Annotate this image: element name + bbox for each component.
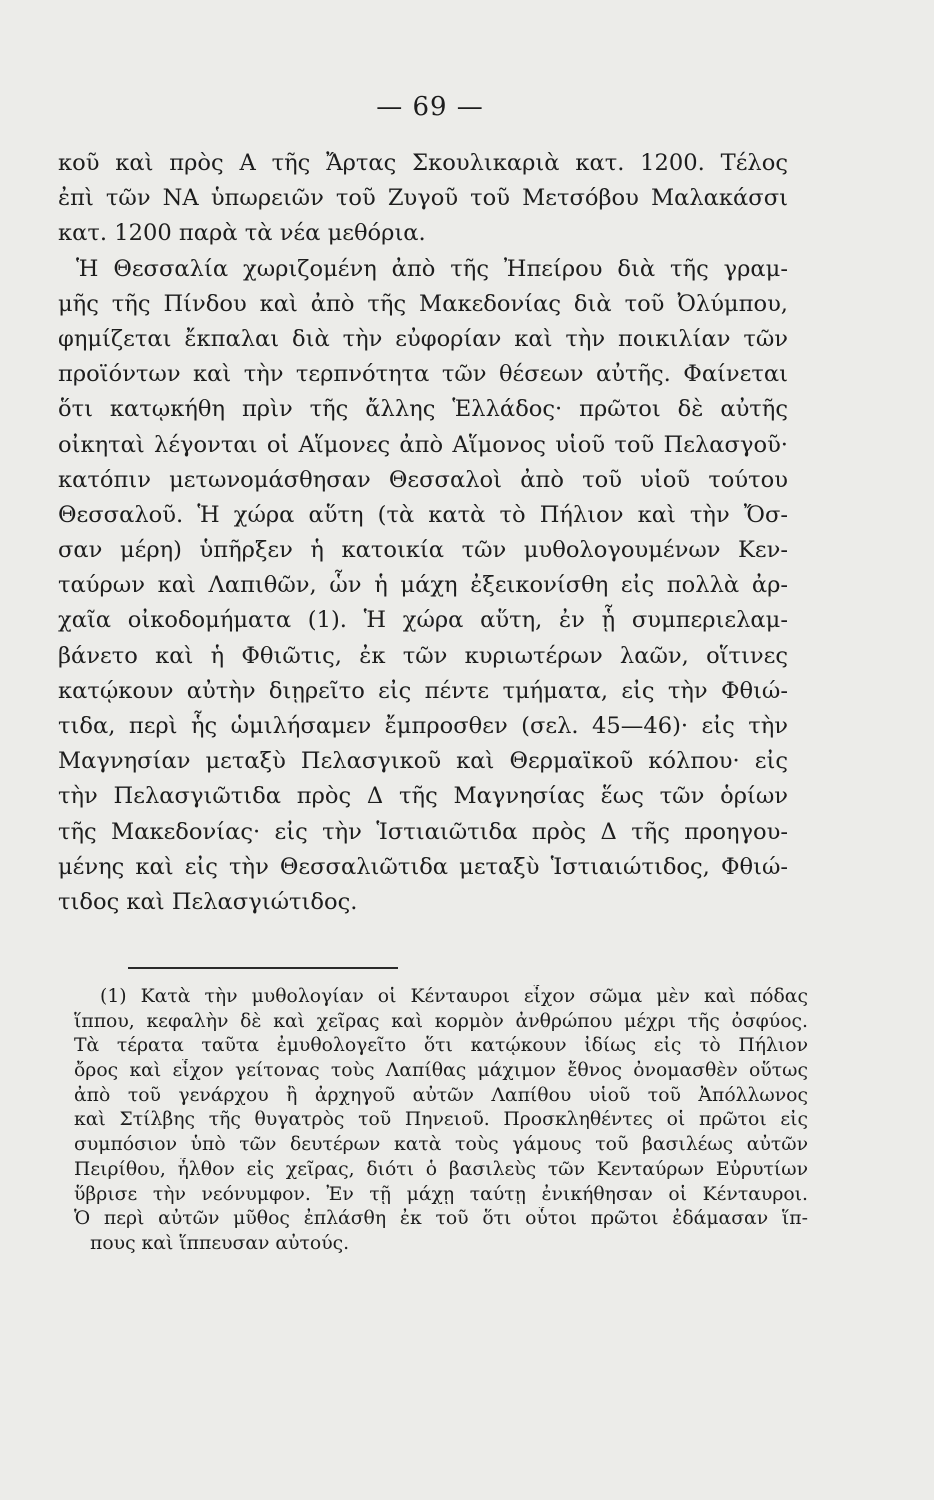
text-line: μένης καὶ εἰς τὴν Θεσσαλιῶτιδα μεταξὺ Ἱστιαιώτιδος, Φθιώ- bbox=[58, 853, 788, 880]
footnote-line: (1) Κατὰ τὴν μυθολογίαν οἱ Κένταυροι εἶχον σῶμα μὲν καὶ πόδας bbox=[100, 986, 808, 1007]
text-line: κατόπιν μετωνομάσθησαν Θεσσαλοὶ ἀπὸ τοῦ υἱοῦ τούτου bbox=[58, 466, 788, 493]
text-line: τιδος καὶ Πελασγιώτιδος. bbox=[58, 888, 358, 915]
footnote-line: ἀπὸ τοῦ γενάρχου ἢ ἀρχηγοῦ αὐτῶν Λαπίθου υἱοῦ τοῦ Ἀπόλλωνος bbox=[74, 1084, 808, 1106]
text-line: Ἡ Θεσσαλία χωριζομένη ἀπὸ τῆς Ἠπείρου διὰ τῆς γραμ- bbox=[76, 255, 788, 282]
text-line: Θεσσαλοῦ. Ἡ χώρα αὕτη (τὰ κατὰ τὸ Πήλιον καὶ τὴν Ὄσ- bbox=[58, 501, 788, 528]
text-line: κατ. 1200 παρὰ τὰ νέα μεθόρια. bbox=[58, 220, 426, 247]
text-line: τῆς Μακεδονίας· εἰς τὴν Ἱστιαιῶτιδα πρὸς Δ τῆς προηγου- bbox=[58, 818, 788, 845]
text-line: ἐπὶ τῶν ΝΑ ὑπωρειῶν τοῦ Ζυγοῦ τοῦ Μετσόβου Μαλακάσσι bbox=[58, 185, 788, 212]
text-line: οἰκηταὶ λέγονται οἱ Αἵμονες ἀπὸ Αἵμονος υἱοῦ τοῦ Πελασγοῦ· bbox=[58, 431, 788, 458]
footnote bbox=[74, 985, 808, 1257]
footnote-line: συμπόσιον ὑπὸ τῶν δευτέρων κατὰ τοὺς γάμους τοῦ βασιλέως αὐτῶν bbox=[74, 1134, 808, 1156]
text-line: ὅτι κατῳκήθη πρὶν τῆς ἄλλης Ἑλλάδος· πρῶτοι δὲ αὐτῆς bbox=[58, 396, 788, 423]
text-line: τιδα, περὶ ἧς ὡμιλήσαμεν ἔμπροσθεν (σελ. 45—46)· εἰς τὴν bbox=[58, 713, 788, 739]
footnote-line: ὄρος καὶ εἶχον γείτονας τοὺς Λαπίθας μάχιμον ἔθνος ὀνομασθὲν οὕτως bbox=[74, 1060, 808, 1082]
text-line: βάνετο καὶ ἡ Φθιῶτις, ἐκ τῶν κυριωτέρων λαῶν, οἵτινες bbox=[58, 642, 788, 669]
text-line: κοῦ καὶ πρὸς Α τῆς Ἄρτας Σκουλικαριὰ κατ. 1200. Τέλος bbox=[58, 150, 788, 176]
text-line: ταύρων καὶ Λαπιθῶν, ὧν ἡ μάχη ἐξεικονίσθη εἰς πολλὰ ἀρ- bbox=[58, 572, 788, 599]
text-line: σαν μέρη) ὑπῆρξεν ἡ κατοικία τῶν μυθολογουμένων Κεν- bbox=[58, 537, 788, 564]
footnote-line: Ὁ περὶ αὐτῶν μῦθος ἐπλάσθη ἐκ τοῦ ὅτι οὗτοι πρῶτοι ἐδάμασαν ἵπ- bbox=[74, 1208, 808, 1230]
text-line: Μαγνησίαν μεταξὺ Πελασγικοῦ καὶ Θερμαϊκοῦ κόλπου· εἰς bbox=[58, 748, 788, 775]
footnote-line: Τὰ τέρατα ταῦτα ἐμυθολογεῖτο ὅτι κατῴκουν ἰδίως εἰς τὸ Πήλιον bbox=[74, 1035, 808, 1057]
text-line: χαῖα οἰκοδομήματα (1). Ἡ χώρα αὕτη, ἐν ᾗ συμπεριελαμ- bbox=[58, 607, 788, 634]
text-line: μῆς τῆς Πίνδου καὶ ἀπὸ τῆς Μακεδονίας διὰ τοῦ Ὀλύμπου, bbox=[58, 290, 788, 317]
footnote-line: Πειρίθου, ἦλθον εἰς χεῖρας, διότι ὁ βασιλεὺς τῶν Κενταύρων Εὐρυτίων bbox=[74, 1158, 808, 1180]
footnote-line: ἵππου, κεφαλὴν δὲ καὶ χεῖρας καὶ κορμὸν ἀνθρώπου μέχρι τῆς ὀσφύος. bbox=[74, 1010, 808, 1032]
page-number: — 69 — bbox=[376, 92, 484, 122]
text-line: προϊόντων καὶ τὴν τερπνότητα τῶν θέσεων αὐτῆς. Φαίνεται bbox=[58, 361, 788, 388]
text-line: τὴν Πελασγιῶτιδα πρὸς Δ τῆς Μαγνησίας ἕως τῶν ὁρίων bbox=[58, 783, 788, 810]
footnote-divider bbox=[128, 967, 398, 969]
text-line: κατῴκουν αὐτὴν διῃρεῖτο εἰς πέντε τμήματα, εἰς τὴν Φθιώ- bbox=[58, 677, 788, 704]
footnote-line: καὶ Στίλβης τῆς θυγατρὸς τοῦ Πηνειοῦ. Προσκληθέντες οἱ πρῶτοι εἰς bbox=[74, 1109, 808, 1131]
body-text bbox=[58, 146, 788, 920]
footnote-line: πους καὶ ἵππευσαν αὐτούς. bbox=[90, 1232, 350, 1254]
text-line: φημίζεται ἔκπαλαι διὰ τὴν εὐφορίαν καὶ τὴν ποικιλίαν τῶν bbox=[58, 325, 788, 352]
footnote-line: ὕβρισε τὴν νεόνυμφον. Ἐν τῇ μάχῃ ταύτῃ ἐνικήθησαν οἱ Κένταυροι. bbox=[74, 1183, 808, 1205]
